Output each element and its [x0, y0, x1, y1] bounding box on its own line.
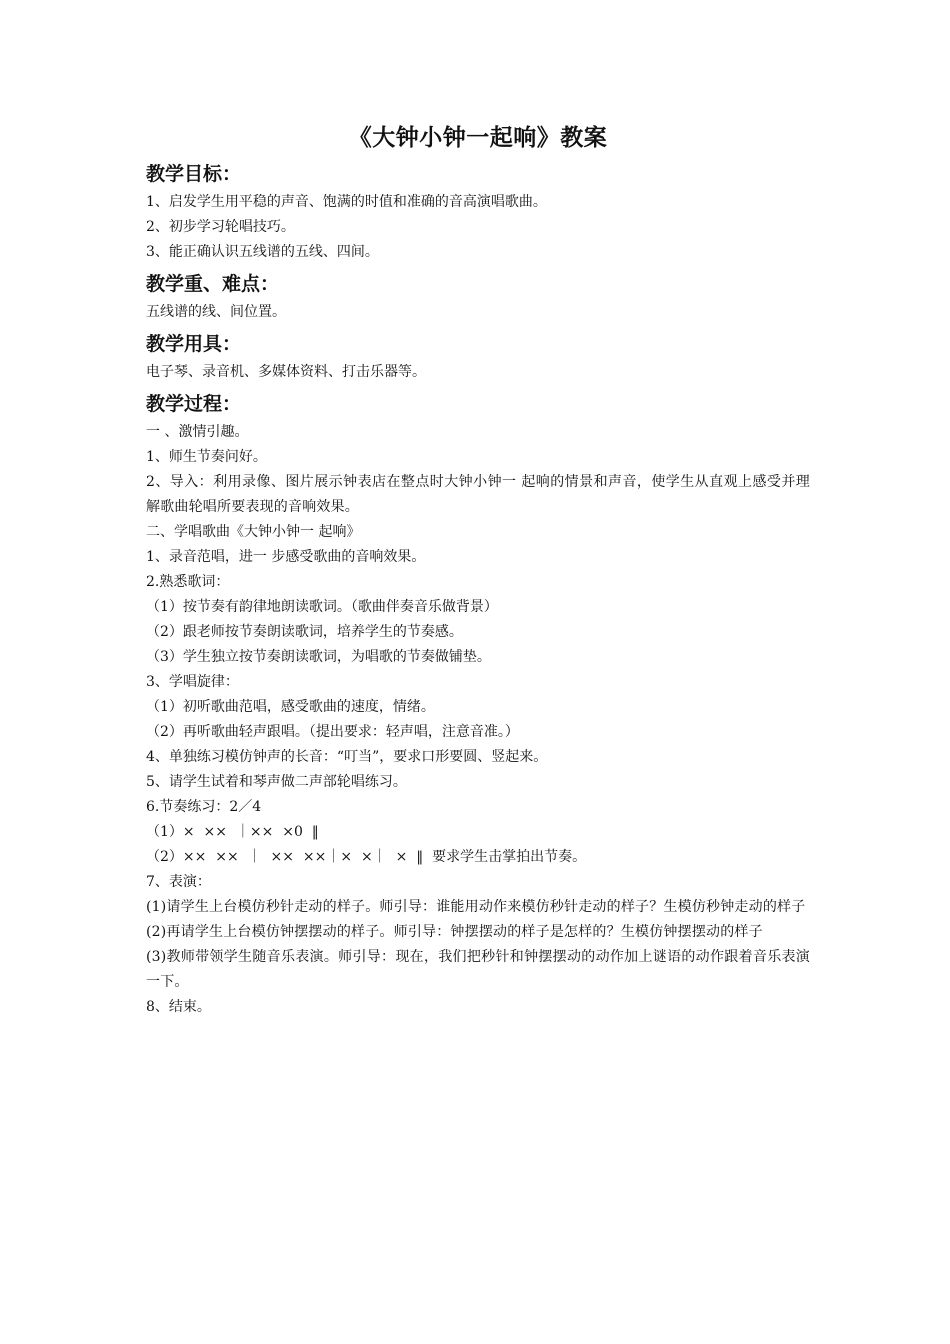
process-step: 8、结束。: [146, 999, 211, 1015]
section-teaching-tools: [146, 330, 810, 385]
section-heading: 教学重、难点：: [146, 273, 280, 295]
process-step: （3）学生独立按节奏朗读歌词，为唱歌的节奏做铺垫。: [146, 649, 491, 665]
process-step: 2、导入：利用录像、图片展示钟表店在整点时大钟小钟一 起响的情景和声音，使学生从直观上感受并理解歌曲轮唱所要表现的音响效果。: [146, 474, 810, 515]
process-step: （2）跟老师按节奏朗读歌词，培养学生的节奏感。: [146, 624, 463, 640]
process-step: (2)再请学生上台模仿钟摆摆动的样子。师引导：钟摆摆动的样子是怎样的？生模仿钟摆摆动的样子: [146, 924, 763, 940]
tools-item: 电子琴、录音机、多媒体资料、打击乐器等。: [146, 364, 426, 380]
objective-item: 1、启发学生用平稳的声音、饱满的时值和准确的音高演唱歌曲。: [146, 194, 547, 210]
section-heading: 教学目标：: [146, 163, 242, 185]
process-step: 4、单独练习模仿钟声的长音：“叮当”，要求口形要圆、竖起来。: [146, 749, 548, 765]
process-step: (3)教师带领学生随音乐表演。师引导：现在，我们把秒针和钟摆摆动的动作加上谜语的动作跟着音乐表演一下。: [146, 949, 810, 990]
process-step: （1）初听歌曲范唱，感受歌曲的速度，情绪。: [146, 699, 435, 715]
rhythm-pattern: （2）×× ×× ｜ ×× ××｜× ×｜ × ‖ 要求学生击掌拍出节奏。: [146, 849, 587, 865]
process-step: 1、录音范唱，进一 步感受歌曲的音响效果。: [146, 549, 426, 565]
section-teaching-process: [146, 390, 810, 1020]
process-step: 一 、激情引趣。: [146, 424, 249, 440]
section-key-points: [146, 270, 810, 325]
process-step: 3、学唱旋律：: [146, 674, 239, 690]
objective-item: 2、初步学习轮唱技巧。: [146, 219, 295, 235]
document-page: [146, 122, 810, 1020]
key-point-item: 五线谱的线、间位置。: [146, 304, 286, 320]
objective-item: 3、能正确认识五线谱的五线、四间。: [146, 244, 379, 260]
process-step: （1）按节奏有韵律地朗读歌词。（歌曲伴奏音乐做背景）: [146, 599, 498, 615]
section-heading: 教学用具：: [146, 333, 242, 355]
document-title: 《大钟小钟一起响》教案: [348, 125, 608, 151]
section-objectives: [146, 160, 810, 265]
process-step: 二、学唱歌曲《大钟小钟一 起响》: [146, 524, 361, 540]
process-step: 2.熟悉歌词：: [146, 574, 230, 590]
process-step: （2）再听歌曲轻声跟唱。（提出要求：轻声唱，注意音准。）: [146, 724, 519, 740]
process-step: 5、请学生试着和琴声做二声部轮唱练习。: [146, 774, 407, 790]
process-step: 7、表演：: [146, 874, 211, 890]
process-step: (1)请学生上台模仿秒针走动的样子。师引导：谁能用动作来模仿秒针走动的样子？生模仿秒钟走动的样子: [146, 899, 806, 915]
rhythm-pattern: （1）× ×× ｜×× ×0 ‖: [146, 824, 319, 840]
process-step: 6.节奏练习：2／4: [146, 799, 262, 815]
section-heading: 教学过程：: [146, 393, 242, 415]
process-step: 1、师生节奏问好。: [146, 449, 267, 465]
